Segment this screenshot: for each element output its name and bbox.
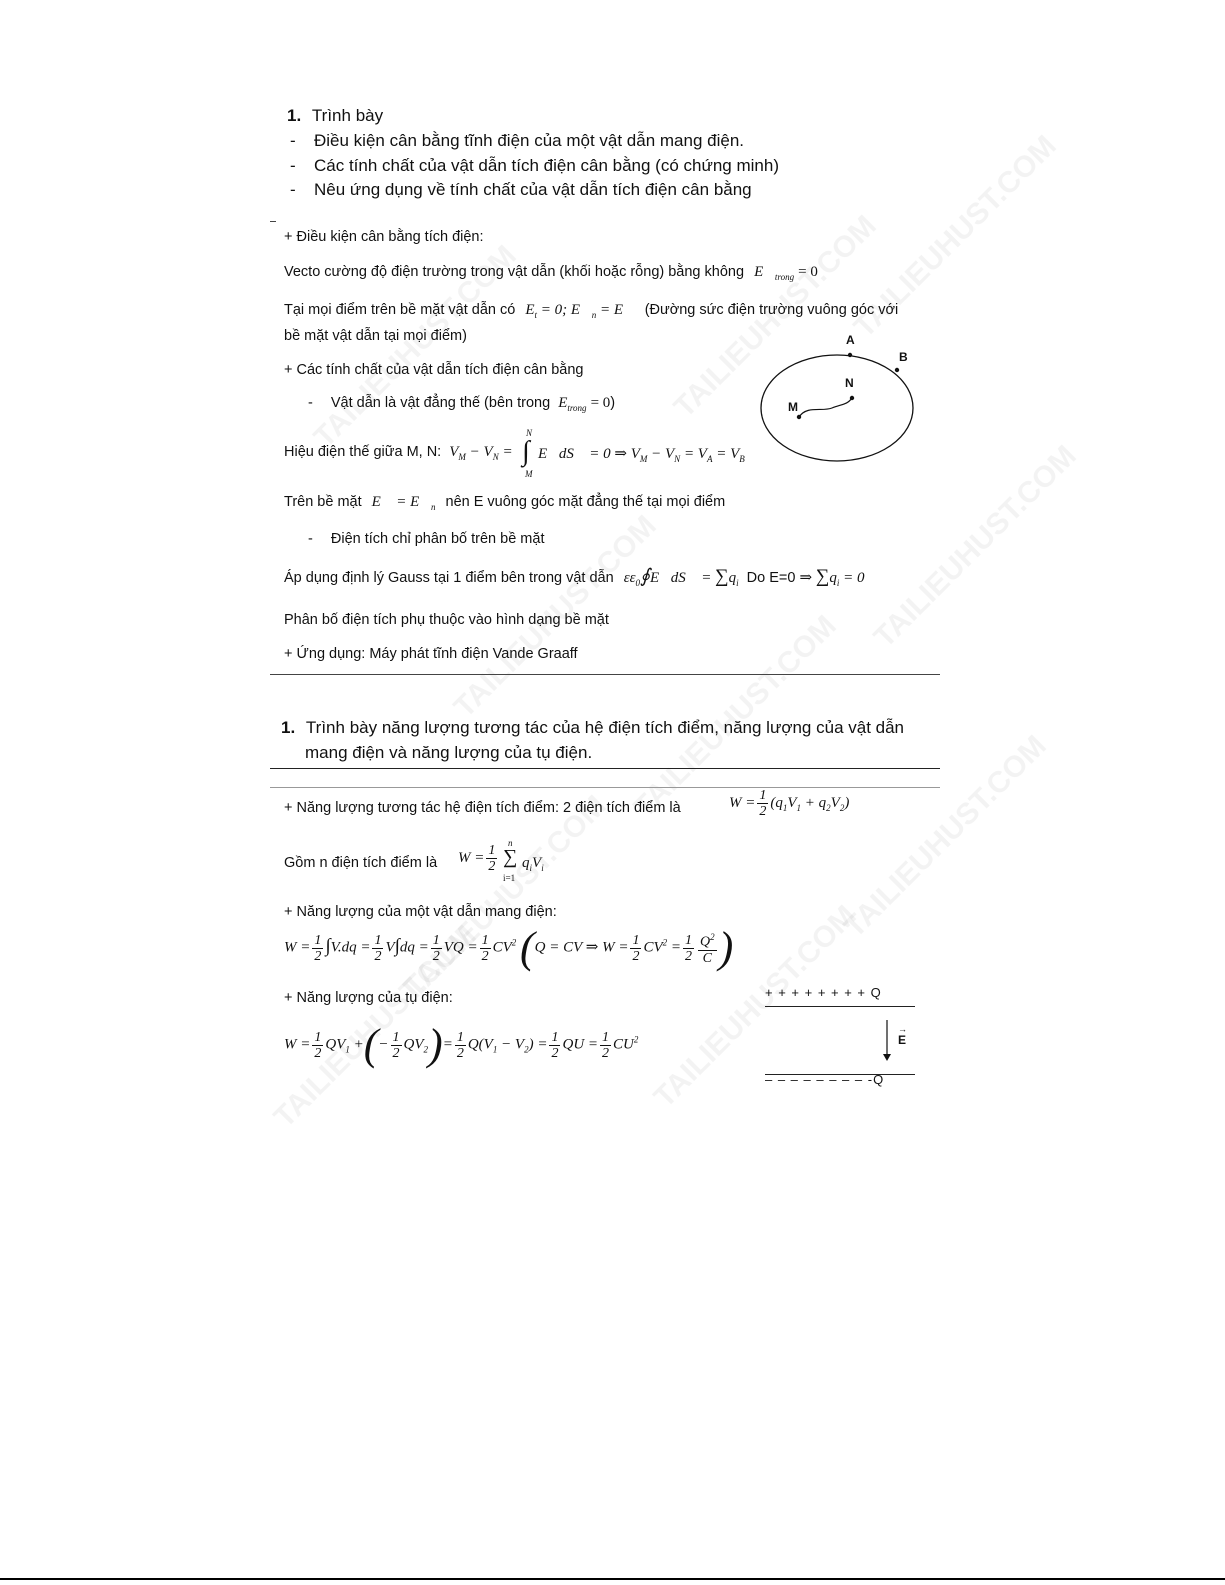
question-title-cont: mang điện và năng lượng của tụ điện.: [305, 743, 593, 762]
label-b: B: [899, 350, 908, 364]
condition-line: [284, 264, 818, 282]
sigma: ∑: [503, 846, 518, 868]
potential-formula: E⃗dS⃗ = 0 ⇒ $V_M - V_N = V_A = V_B$: [538, 446, 745, 464]
formula-surface-field: $E_t = 0$; $E⃗_n$ = E⃗: [525, 302, 635, 320]
formula-gauss: $\varepsilon\varepsilon_0∮E⃗dS⃗ = \sum q_i$: [623, 566, 739, 588]
conductor-energy-heading: + Năng lượng của một vật dẫn mang điện:: [284, 904, 557, 920]
gauss-text: Do E=0: [746, 570, 796, 586]
integral-sign: ∫: [522, 436, 530, 467]
bullet-item: [290, 156, 779, 176]
condition-text: Vecto cường độ điện trường trong vật dẫn (khối hoặc rỗng) bằng không: [284, 264, 745, 280]
divider: [270, 221, 276, 222]
surface-text: nên E vuông góc mặt đẳng thế tại mọi điểm: [445, 494, 726, 510]
energy-point-line: [284, 800, 681, 816]
formula-n-energy-term: $q_iV_i$: [522, 855, 544, 873]
path-m-n: [799, 398, 852, 417]
property-text: Vật dẫn là vật đẳng thế (bên trong: [330, 395, 551, 411]
integral-lower-limit: M: [525, 469, 533, 479]
capacitor-top-plate-label: + + + + + + + + Q: [765, 985, 882, 1000]
point-b: [895, 368, 899, 372]
question-title: Trình bày năng lượng tương tác của hệ điện tích điểm, năng lượng của vật dẫn: [305, 718, 905, 737]
sum-lower-limit: i=1: [503, 873, 516, 883]
formula-e-inside: $E_{trong}$: [558, 395, 587, 413]
energy-n-line: Gồm n điện tích điểm là: [284, 855, 438, 871]
question-number: 1.: [281, 718, 296, 737]
property-text: ): [610, 395, 616, 411]
gauss-line: [284, 565, 865, 588]
formula-gauss-result: ⇒ $\sum q_i = 0$: [799, 566, 865, 588]
formula-e-normal: E⃗ = $E⃗_n$: [371, 494, 436, 512]
sum-sign: [503, 840, 521, 888]
capacitor-bottom-plate-label: – – – – – – – – -Q: [765, 1072, 885, 1087]
sum-upper-limit: n: [508, 838, 513, 848]
field-label: → E: [898, 1024, 907, 1047]
section-divider: [270, 674, 940, 675]
property-item: [308, 395, 615, 413]
field-arrow: [880, 1020, 894, 1062]
property-text: Điện tích chỉ phân bố trên bề mặt: [330, 531, 545, 547]
question-heading: [287, 106, 383, 126]
bullet-text: Điều kiện cân bằng tĩnh điện của một vật dẫn mang điện.: [314, 131, 745, 150]
condition-text: (Đường sức điện trường vuông góc với: [644, 302, 899, 318]
bullet-dash: -: [308, 395, 313, 411]
energy-text: + Năng lượng tương tác hệ điện tích điểm: 2 điện tích điểm là: [284, 800, 681, 816]
application-line: + Ứng dụng: Máy phát tĩnh điện Vande Graaff: [284, 646, 578, 662]
potential-line: Hiệu điện thế giữa M, N: $V_M - V_N$ =: [284, 444, 513, 462]
capacitor-energy-heading: + Năng lượng của tụ điện:: [284, 990, 453, 1006]
formula-capacitor-energy: W = $\frac{1}{2}$ $QV_1$ +(− $\frac{1}{2}$ $QV_2)=$ $\frac{1}{2}$ $Q(V_1 - V_2)$ = $\frac{1}{2}$ QU = $\frac{1}{2}$ $CU^2$: [284, 1020, 639, 1069]
watermark: [868, 439, 1084, 655]
integral-upper-limit: N: [526, 428, 533, 438]
formula-rhs: = 0: [798, 264, 818, 280]
formula-e-inside: $E⃗_{trong}$: [754, 264, 795, 282]
label-n: N: [845, 376, 854, 390]
surface-line: [284, 494, 725, 512]
potential-label: Hiệu điện thế giữa M, N:: [284, 444, 442, 460]
bullet-dash: -: [290, 156, 296, 175]
capacitor-top-plate: [765, 1006, 915, 1007]
label-a: A: [846, 333, 855, 347]
condition-line: [284, 302, 898, 320]
page-bottom-border: [0, 1578, 1225, 1580]
question-heading: [281, 718, 904, 738]
bullet-item: [290, 131, 745, 151]
formula-conductor-energy: W = $\frac{1}{2}$ ∫V.dq = $\frac{1}{2}$ V∫dq = $\frac{1}{2}$ VQ = $\frac{1}{2}$ $CV^2$ (Q = CV ⇒ W = $\frac{1}{2}$ $CV^2$ = $\frac{1}{2}$ $\frac{Q^2}{C}$ ): [284, 923, 734, 972]
bullet-dash: -: [290, 131, 296, 150]
conductor-outline: [761, 355, 913, 461]
watermark: [838, 729, 1054, 945]
formula-point-energy: W = $\frac{1}{2}$ $(q_1V_1 + q_2V_2)$: [729, 788, 850, 819]
integral: [522, 428, 536, 480]
section-divider: [270, 768, 940, 769]
point-a: [848, 353, 852, 357]
condition-text: Tại mọi điểm trên bề mặt vật dẫn có: [284, 302, 516, 318]
property-heading: + Các tính chất của vật dẫn tích điện cân bằng: [284, 362, 584, 378]
gauss-text: Áp dụng định lý Gauss tại 1 điểm bên trong vật dẫn: [284, 570, 614, 586]
question-title: Trình bày: [311, 106, 384, 125]
bullet-dash: -: [290, 180, 296, 199]
label-m: M: [788, 400, 798, 414]
surface-text: Trên bề mặt: [284, 494, 362, 510]
bullet-dash: -: [308, 531, 313, 547]
question-number: 1.: [287, 106, 302, 125]
formula-rhs: = 0: [590, 395, 611, 411]
distribution-line: Phân bố điện tích phụ thuộc vào hình dạng bề mặt: [284, 612, 609, 628]
bullet-text: Nêu ứng dụng về tính chất của vật dẫn tích điện cân bằng: [314, 180, 752, 199]
condition-heading: + Điều kiện cân bằng tích điện:: [284, 229, 484, 245]
property-item: [308, 531, 544, 547]
bullet-item: [290, 180, 752, 200]
condition-line: bề mặt vật dẫn tại mọi điểm): [284, 328, 467, 344]
bullet-text: Các tính chất của vật dẫn tích điện cân bằng (có chứng minh): [314, 156, 779, 175]
formula-n-energy: W = $\frac{1}{2}$: [458, 843, 496, 874]
